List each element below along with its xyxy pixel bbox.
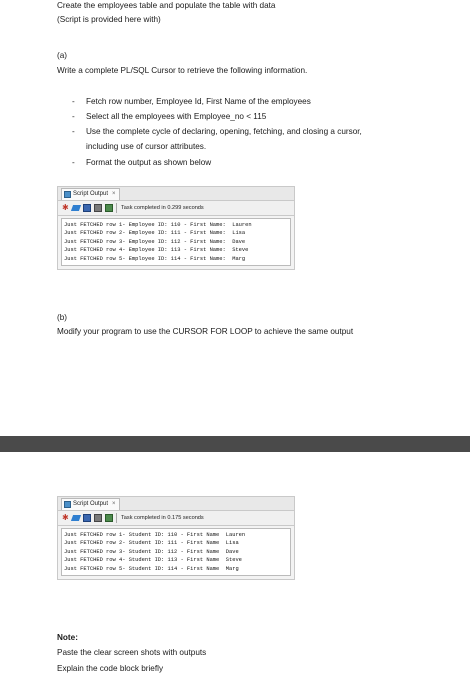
- note-line-1: Paste the clear screen shots with outputs: [57, 648, 207, 657]
- bullet-dash-2: -: [72, 112, 75, 121]
- tab-bar: [58, 497, 294, 511]
- output-row: Just FETCHED row 1- Student ID: 110 - First Name Lauren: [64, 532, 246, 538]
- part-a-label: (a): [57, 51, 68, 60]
- tab-bar: [58, 187, 294, 201]
- script-output-icon: [64, 501, 71, 508]
- print-icon[interactable]: [94, 514, 102, 522]
- task-status: Task completed in 0.175 seconds: [121, 515, 204, 521]
- tab-script-output[interactable]: [61, 498, 120, 510]
- tab-label: Script Output: [73, 191, 109, 197]
- clear-icon[interactable]: [105, 514, 113, 522]
- bullet-text-3-cont: including use of cursor attributes.: [86, 142, 207, 151]
- script-output-panel-1: [57, 186, 295, 270]
- part-b-label: (b): [57, 313, 68, 322]
- toolbar-separator: [116, 203, 117, 213]
- pin-icon[interactable]: ✱: [62, 513, 69, 522]
- output-row: Just FETCHED row 5- Student ID: 114 - First Name Marg: [64, 565, 239, 572]
- tab-label: Script Output: [73, 501, 109, 507]
- output-row: Just FETCHED row 1- Employee ID: 110 - First Name: Lauren: [64, 222, 252, 228]
- instruction-line-2: (Script is provided here with): [57, 15, 161, 24]
- bullet-text-1: Fetch row number, Employee Id, First Name of the employees: [86, 97, 311, 106]
- close-icon[interactable]: ×: [112, 191, 116, 197]
- clear-icon[interactable]: [105, 204, 113, 212]
- output-toolbar: [58, 511, 294, 526]
- bullet-text-2: Select all the employees with Employee_no < 115: [86, 112, 267, 121]
- toolbar-separator: [116, 513, 117, 523]
- script-output-icon: [64, 191, 71, 198]
- output-text-area[interactable]: [61, 218, 291, 266]
- output-row: Just FETCHED row 3- Student ID: 112 - First Name Dave: [64, 548, 239, 555]
- save-icon[interactable]: [83, 204, 91, 212]
- task-status: Task completed in 0.299 seconds: [121, 205, 204, 211]
- output-row: Just FETCHED row 3- Employee ID: 112 - First Name: Dave: [64, 238, 246, 245]
- tab-script-output[interactable]: [61, 188, 120, 200]
- part-a-text: Write a complete PL/SQL Cursor to retrieve the following information.: [57, 66, 308, 75]
- script-output-panel-2: [57, 496, 295, 580]
- note-label: Note:: [57, 633, 78, 642]
- bullet-dash-1: -: [72, 97, 75, 106]
- instruction-line-1: Create the employees table and populate the table with data: [57, 1, 276, 10]
- output-row: Just FETCHED row 4- Employee ID: 113 - First Name: Steve: [64, 247, 249, 254]
- document-page-2: [0, 452, 470, 700]
- part-b-text: Modify your program to use the CURSOR FOR LOOP to achieve the same output: [57, 327, 354, 336]
- output-row: Just FETCHED row 4- Student ID: 113 - First Name Steve: [64, 557, 242, 564]
- output-row: Just FETCHED row 2- Employee ID: 111 - First Name: Lisa: [64, 230, 246, 237]
- bullet-text-4: Format the output as shown below: [86, 158, 212, 167]
- edit-icon[interactable]: [71, 515, 81, 521]
- print-icon[interactable]: [94, 204, 102, 212]
- note-line-2: Explain the code block briefly: [57, 664, 164, 673]
- page-separator: [0, 436, 470, 452]
- output-toolbar: [58, 201, 294, 216]
- output-text-area[interactable]: [61, 528, 291, 576]
- edit-icon[interactable]: [71, 205, 81, 211]
- bullet-dash-4: -: [72, 158, 75, 167]
- output-row: Just FETCHED row 2- Student ID: 111 - First Name Lisa: [64, 540, 239, 547]
- bullet-text-3: Use the complete cycle of declaring, opening, fetching, and closing a cursor,: [86, 127, 362, 136]
- close-icon[interactable]: ×: [112, 501, 116, 507]
- bullet-dash-3: -: [72, 127, 75, 136]
- pin-icon[interactable]: ✱: [62, 203, 69, 212]
- output-row: Just FETCHED row 5- Employee ID: 114 - First Name: Marg: [64, 255, 246, 262]
- save-icon[interactable]: [83, 514, 91, 522]
